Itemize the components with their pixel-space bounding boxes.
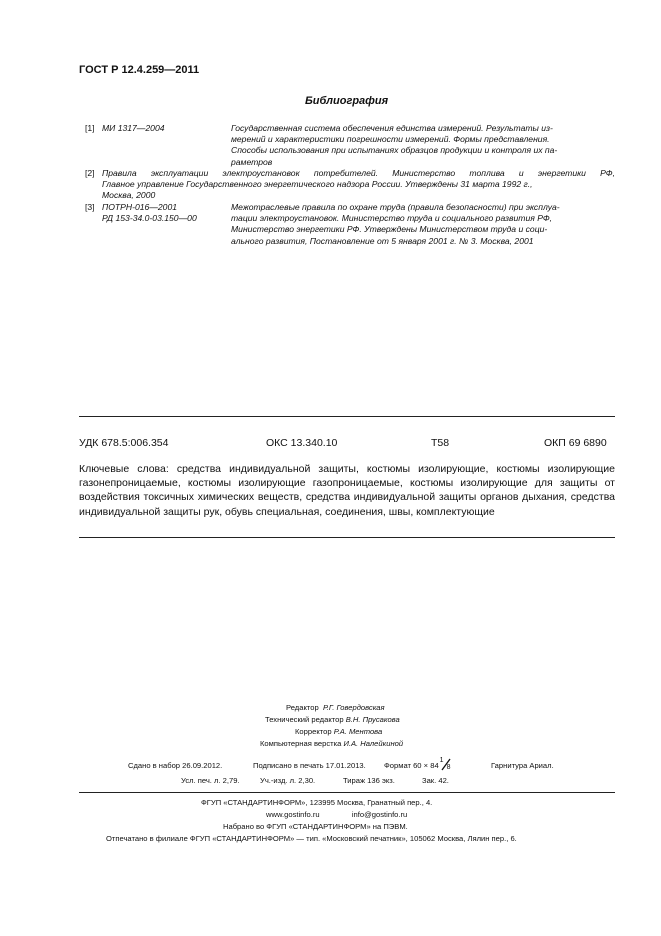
typeface: Гарнитура Ариал. [491, 761, 554, 770]
format-prefix: Формат 60 [384, 761, 422, 770]
zak: Зак. 42. [422, 776, 449, 785]
publisher-site: www.gostinfo.ru [266, 810, 320, 819]
entry-number: [3] [85, 202, 95, 212]
staff-name: И.А. Налейкиной [343, 739, 404, 748]
format-fraction [439, 757, 453, 771]
staff-corrector [295, 727, 382, 736]
staff-layout [260, 739, 403, 748]
entry-description [231, 123, 613, 168]
staff-editor [286, 703, 385, 712]
entry-line: ального развития, Постановление от 5 января 2001 г. № 3. Москва, 2001 [231, 235, 534, 246]
submitted-date: Сдано в набор 26.09.2012. [128, 761, 223, 770]
publisher-web [266, 810, 407, 819]
entry-reference: МИ 1317—2004 [102, 123, 165, 133]
print-format [384, 757, 453, 771]
document-code: ГОСТ Р 12.4.259—2011 [79, 64, 200, 76]
usl-pech-l: Усл. печ. л. 2,79. [181, 776, 240, 785]
entry-line: Министерство энергетики РФ. Утверждены Министерством труда и соци- [231, 224, 548, 235]
entry-line: Межотраслевые правила по охране труда (правила безопасности) при эксплуа- [231, 202, 560, 212]
t-code: Т58 [431, 437, 450, 449]
publisher-address: ФГУП «СТАНДАРТИНФОРМ», 123995 Москва, Гранатный пер., 4. [201, 798, 433, 807]
entry-reference [102, 202, 197, 224]
typeset-info: Набрано во ФГУП «СТАНДАРТИНФОРМ» на ПЭВМ. [223, 822, 408, 831]
entry-line: Способы использования при испытаниях образцов продукции и контроля их па- [231, 145, 558, 156]
entry-number: [2] [85, 168, 95, 178]
entry-description [102, 168, 615, 202]
entry-line: Москва, 2000 [102, 190, 156, 201]
oks-code: ОКС 13.340.10 [266, 437, 338, 449]
printed-at-info: Отпечатано в филиале ФГУП «СТАНДАРТИНФОРМ» — тип. «Московский печатник», 105062 Москва, Лялин пер., 6. [106, 834, 517, 843]
tirazh: Тираж 136 экз. [343, 776, 395, 785]
format-times-sign: × [423, 761, 429, 770]
keywords-bottom-rule [79, 537, 615, 538]
fraction-numerator: 1 [439, 757, 444, 764]
entry-line: раметров [231, 156, 273, 167]
staff-role: Корректор [295, 727, 332, 736]
staff-name: Р.А. Ментова [333, 727, 383, 736]
entry-number: [1] [85, 123, 95, 133]
entry-line: Правила эксплуатации электроустановок потребителей. Министерство топлива и энергетики РФ, [102, 168, 615, 178]
staff-tech-editor [265, 715, 400, 724]
entry-line: Главное управление Государственного энергетического надзора России. Утверждены 31 марта 1992 г., [102, 179, 533, 190]
entry-line: мерений и характеристики погрешности измерений. Формы представления. [231, 134, 550, 145]
publisher-rule [79, 792, 615, 793]
staff-role: Технический редактор [265, 715, 344, 724]
format-84: 84 [430, 761, 439, 770]
staff-name: Р.Г. Говердовская [322, 703, 385, 712]
entry-line: Государственная система обеспечения единства измерений. Результаты из- [231, 123, 553, 133]
uch-izd-l: Уч.-изд. л. 2,30. [260, 776, 316, 785]
keywords-paragraph: Ключевые слова: средства индивидуальной защиты, костюмы изолирующие, костюмы изолирующие газонепроницаемые, костюмы изолирующие газопроницаемые, костюмы изолирующие для защиты от воздействия токсичных химических веществ, средства индивидуальной защиты органов дыхания, средства индивидуальной защиты рук, обувь специальная, соединения, швы, комплектующие [79, 463, 615, 518]
entry-line: тации электроустановок. Министерство труда и социального развития РФ, [231, 213, 553, 224]
entry-description [231, 202, 613, 247]
publisher-email: info@gostinfo.ru [351, 810, 408, 819]
bibliography-title: Библиография [305, 95, 389, 107]
fraction-denominator: 8 [446, 764, 451, 771]
okp-code: ОКП 69 6890 [544, 437, 607, 449]
staff-role: Редактор [286, 703, 319, 712]
udk-code: УДК 678.5:006.354 [79, 437, 169, 449]
staff-role: Компьютерная верстка [260, 739, 342, 748]
entry-reference-line: ПОТРН-016—2001 [102, 202, 178, 212]
staff-name: В.Н. Прусакова [345, 715, 400, 724]
separator-rule [79, 416, 615, 417]
entry-reference-line: РД 153-34.0-03.150—00 [102, 213, 197, 224]
signed-date: Подписано в печать 17.01.2013. [253, 761, 366, 770]
